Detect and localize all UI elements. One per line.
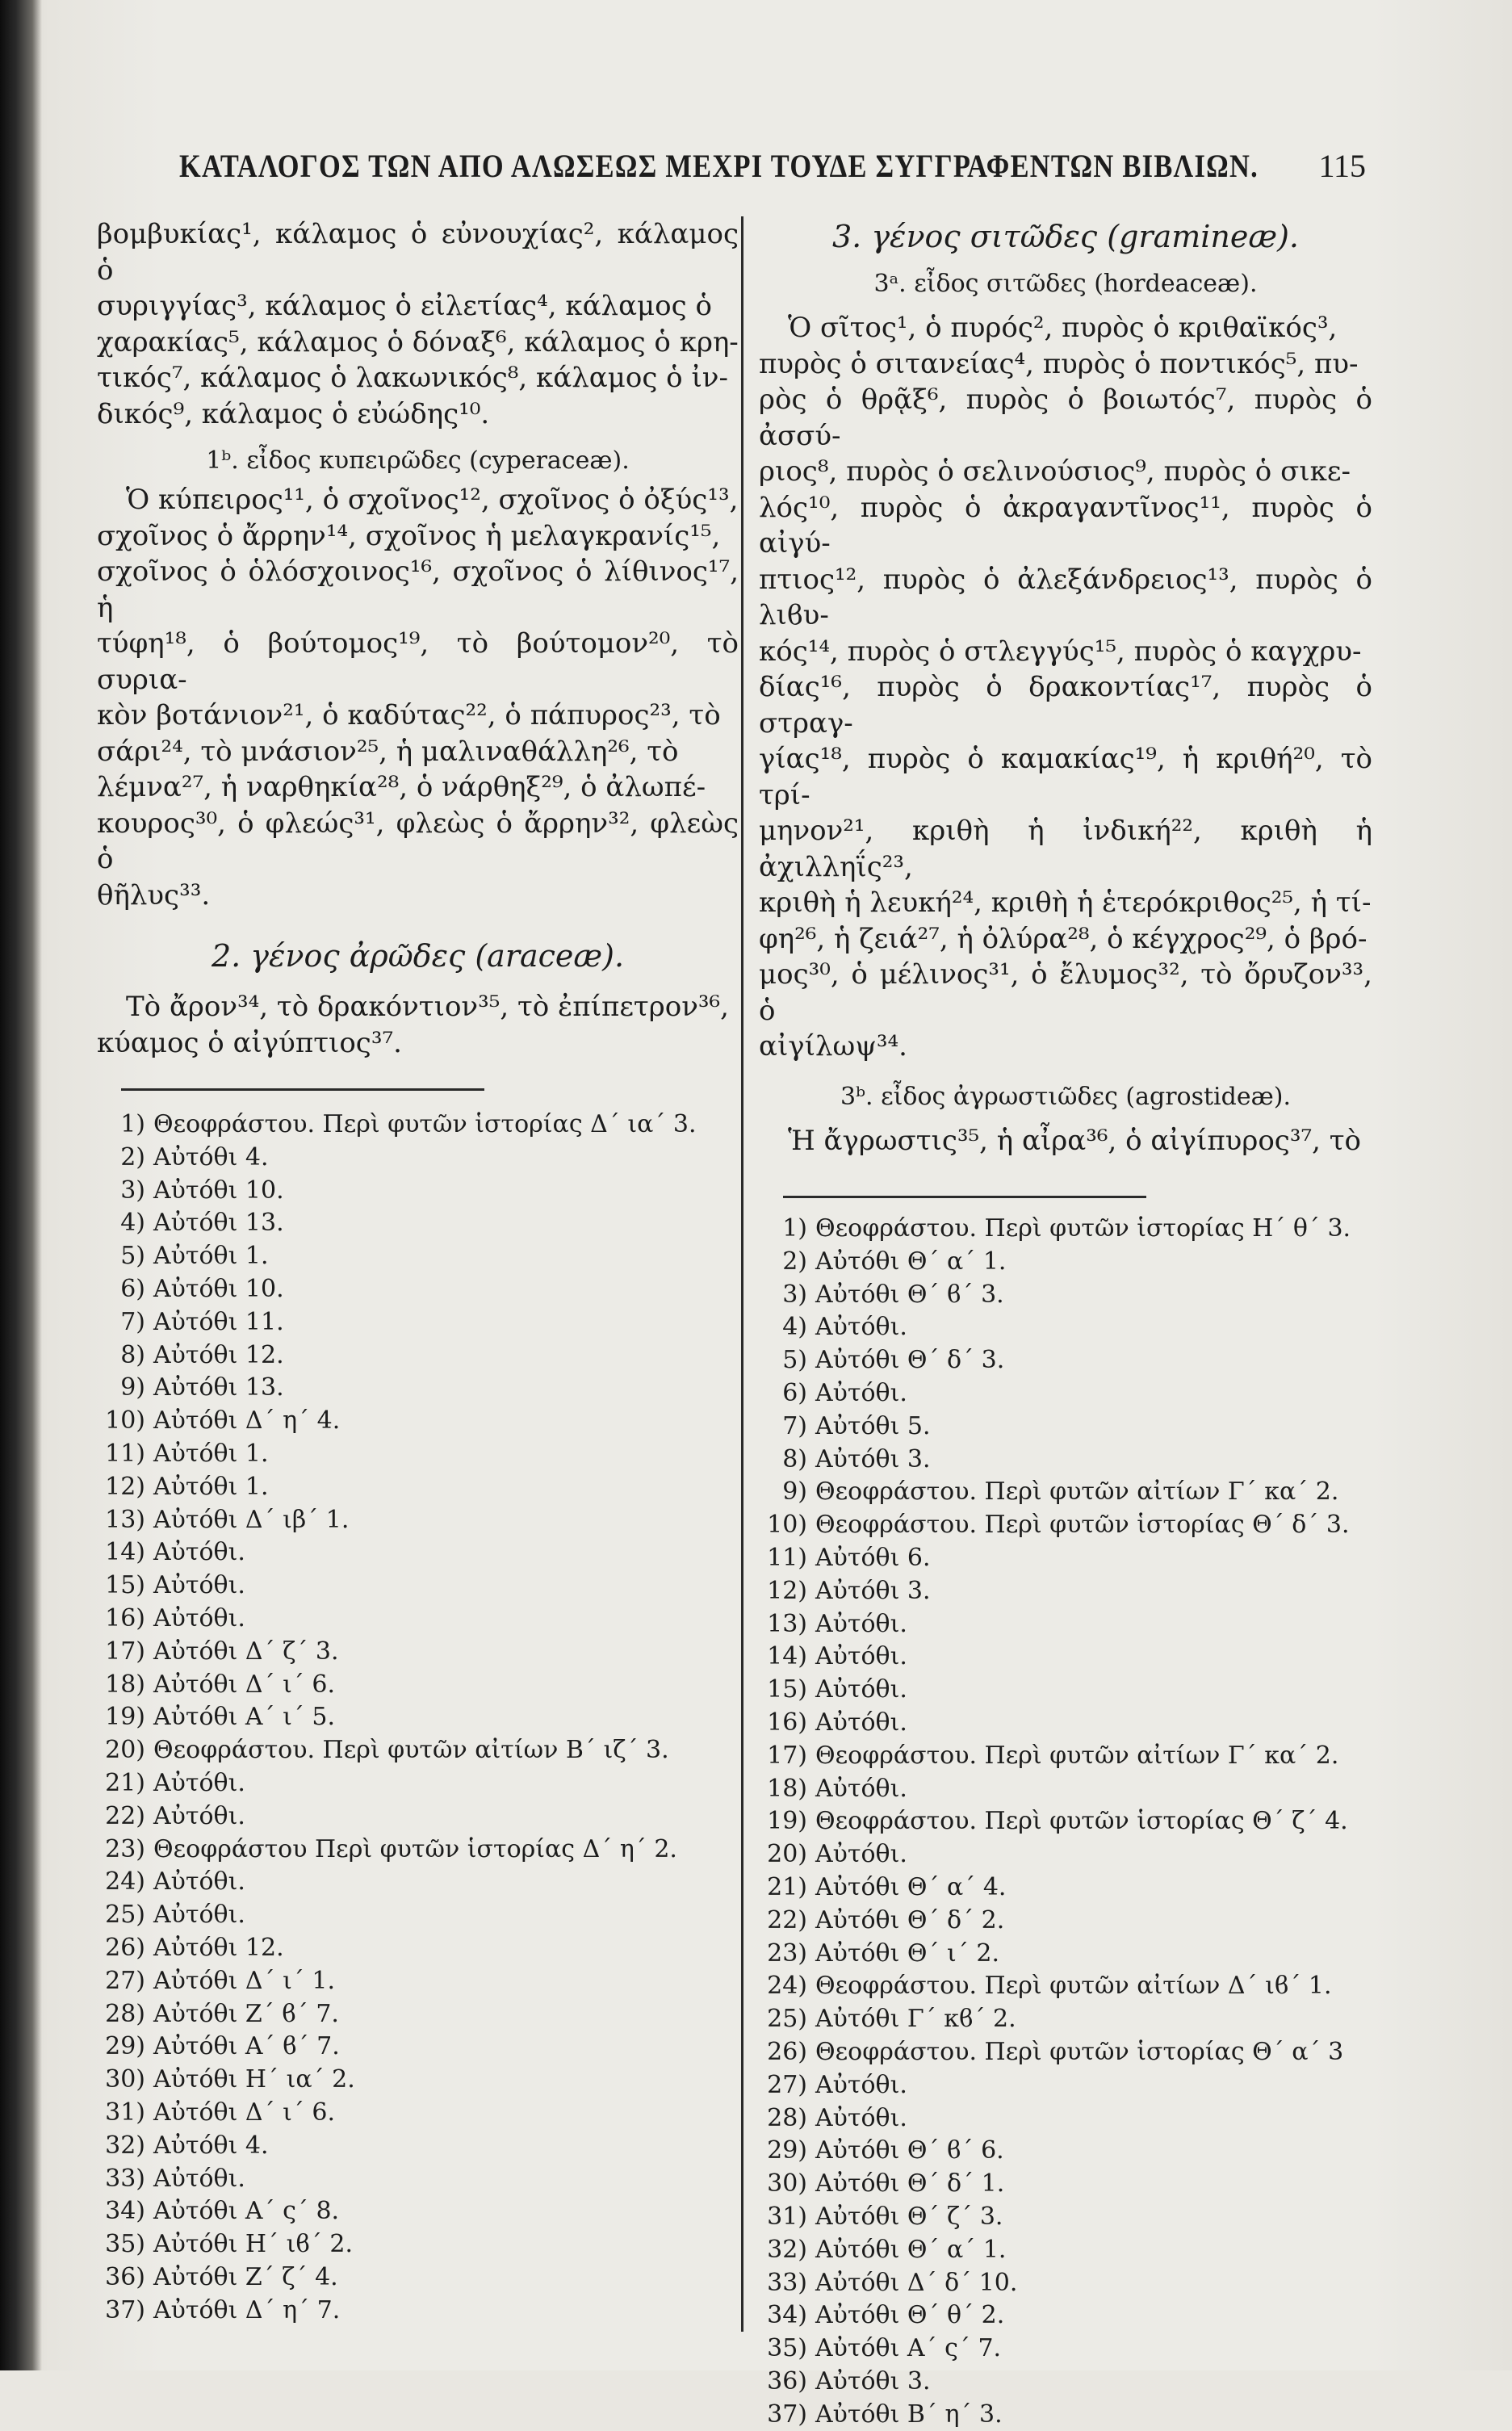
- footnote-text: Αὐτόθι Ζ΄ ζ΄ 4.: [153, 2262, 338, 2291]
- footnote-text: Αὐτόθι Θ΄ δ΄ 2.: [815, 1905, 1005, 1934]
- footnote: [759, 1938, 1372, 1971]
- footnote: [759, 1410, 1372, 1444]
- footnote-number: 2): [782, 1247, 807, 1276]
- footnote-text: Αὐτόθι Α΄ ς΄ 7.: [815, 2334, 1002, 2363]
- footnote: [97, 1273, 739, 1306]
- footnote-text: Αὐτόθι.: [815, 1774, 907, 1803]
- footnote-number: 4): [782, 1313, 807, 1342]
- footnote-number: 3): [120, 1176, 145, 1205]
- footnote-number: 7): [120, 1307, 145, 1336]
- footnote: [97, 1175, 739, 1208]
- footnote-number: 22): [767, 1905, 807, 1934]
- footnote-text: Αὐτόθι.: [815, 1609, 907, 1638]
- footnote-number: 23): [105, 1834, 145, 1863]
- footnote-number: 8): [782, 1444, 807, 1473]
- footnote-text: Αὐτόθι.: [815, 1708, 907, 1737]
- footnote-text: Αὐτόθι.: [153, 1768, 245, 1797]
- footnote-number: 35): [105, 2230, 145, 2259]
- footnote-text: Θεοφράστου. Περὶ φυτῶν ἱστορίας Θ΄ α΄ 3: [815, 2037, 1344, 2066]
- footnote-text: Αὐτόθι Θ΄ ι΄ 2.: [815, 1939, 999, 1968]
- footnote: [759, 1608, 1372, 1641]
- footnote: [759, 1509, 1372, 1542]
- footnote-number: 34): [105, 2197, 145, 2226]
- footnote-text: Αὐτόθι Θ΄ ϐ΄ 6.: [815, 2136, 1004, 2165]
- footnote: [97, 2163, 739, 2196]
- footnote-text: Αὐτόθι.: [815, 1642, 907, 1671]
- footnote-number: 24): [767, 1972, 807, 2001]
- footnote-number: 19): [105, 1703, 145, 1732]
- footnote: [759, 2102, 1372, 2136]
- right-paragraph-1: Ὁ σῖτος¹, ὁ πυρός², πυρὸς ὁ κριθαϊκός³, πυρὸς ὁ σιτανείας⁴, πυρὸς ὁ ποντικός⁵, πυ- ρὸς ὁ θρᾷξ⁶, πυρὸς ὁ βοιωτός⁷, πυρὸς ὁ ἀσσύ- ριος⁸, πυρὸς ὁ σελινούσιος⁹, πυρὸς ὁ σικε- λός¹⁰, πυρὸς ὁ ἀκραγαντῖνος¹¹, πυρὸς ὁ αἰγύ- πτιος¹², πυρὸς ὁ ἀλεξάνδρειος¹³, πυρὸς ὁ λιϐυ- κός¹⁴, πυρὸς ὁ στλεγγύς¹⁵, πυρὸς ὁ καγχρυ- δίας¹⁶, πυρὸς ὁ δρακοντίας¹⁷, πυρὸς ὁ στραγ- γίας¹⁸, πυρὸς ὁ καμακίας¹⁹, ἡ κριθή²⁰, τὸ τρί- μηνον²¹, κριθὴ ἡ ἰνδική²², κριθὴ ἡ ἀχιλληΐς²³, κριθὴ ἡ λευκή²⁴, κριθὴ ἡ ἑτερόκριθος²⁵, ἡ τί- φη²⁶, ἡ ζειά²⁷, ἡ ὀλύρα²⁸, ὁ κέγχρος²⁹, ὁ βρό- μος³⁰, ὁ μέλινος³¹, ὁ ἔλυμος³², τὸ ὄρυζον³³, ὁ αἰγίλωψ³⁴.: [759, 312, 1372, 1063]
- footnote-number: 6): [120, 1274, 145, 1303]
- footnote: [97, 1405, 739, 1438]
- footnote-number: 14): [105, 1538, 145, 1567]
- footnote-number: 1): [120, 1110, 145, 1138]
- footnote-text: Αὐτόθι Θ΄ ζ΄ 3.: [815, 2202, 1003, 2231]
- footnote: [97, 1240, 739, 1273]
- footnote: [97, 1339, 739, 1373]
- footnote: [759, 1871, 1372, 1905]
- footnote: [97, 1767, 739, 1800]
- footnote: [759, 2267, 1372, 2300]
- right-footnote-rule: [783, 1196, 1146, 1198]
- footnote-text: Αὐτόθι Δ΄ ι΄ 6.: [153, 1670, 336, 1699]
- footnote: [759, 1476, 1372, 1509]
- footnote-number: 2): [120, 1142, 145, 1171]
- footnote-number: 35): [767, 2334, 807, 2363]
- footnote-text: Θεοφράστου. Περὶ φυτῶν ἱστορίας Θ΄ ζ΄ 4.: [815, 1807, 1348, 1836]
- footnote-number: 31): [767, 2202, 807, 2231]
- left-paragraph-3: Τὸ ἄρον³⁴, τὸ δρακόντιον³⁵, τὸ ἐπίπετρον³⁶, κύαμος ὁ αἰγύπτιος³⁷.: [97, 991, 729, 1059]
- footnote: [97, 1570, 739, 1603]
- footnote: [97, 1536, 739, 1570]
- footnote-number: 15): [105, 1571, 145, 1600]
- footnote: [759, 1575, 1372, 1608]
- footnote: [97, 2261, 739, 2295]
- footnote: [759, 2036, 1372, 2069]
- footnote-number: 27): [767, 2070, 807, 2099]
- footnote-number: 9): [782, 1477, 807, 1507]
- footnote: [97, 1998, 739, 2031]
- footnote-text: Αὐτόθι 1.: [153, 1242, 269, 1271]
- footnote-number: 28): [105, 1999, 145, 2028]
- footnote-number: 7): [782, 1411, 807, 1440]
- footnote-text: Θεοφράστου. Περὶ φυτῶν ἱστορίας Δ΄ ια΄ 3.: [153, 1110, 697, 1138]
- footnote: [97, 1669, 739, 1702]
- page-number: 115: [1318, 148, 1366, 184]
- footnote-number: 16): [767, 1708, 807, 1737]
- footnote: [97, 1109, 739, 1142]
- footnote-text: Αὐτόθι.: [153, 1901, 245, 1930]
- footnote: [759, 2003, 1372, 2036]
- footnote: [759, 2234, 1372, 2267]
- footnote: [97, 1899, 739, 1932]
- footnote: [97, 1834, 739, 1867]
- footnote: [97, 1504, 739, 1537]
- footnote-number: 18): [767, 1774, 807, 1803]
- footnote-text: Αὐτόθι 1.: [153, 1439, 269, 1468]
- footnote-text: Αὐτόθι 12.: [153, 1933, 284, 1962]
- footnote-number: 17): [767, 1741, 807, 1770]
- column-divider: [741, 216, 743, 2332]
- footnote: [759, 1311, 1372, 1344]
- footnote-text: Αὐτόθι Δ΄ η΄ 7.: [153, 2295, 341, 2324]
- footnote: [97, 1800, 739, 1834]
- footnote-number: 10): [105, 1406, 145, 1436]
- footnote: [759, 1905, 1372, 1938]
- footnote-number: 4): [120, 1209, 145, 1238]
- footnote-number: 34): [767, 2301, 807, 2330]
- footnote-number: 31): [105, 2098, 145, 2127]
- footnote-number: 20): [767, 1840, 807, 1869]
- footnote-number: 1): [782, 1214, 807, 1243]
- footnote-number: 13): [767, 1609, 807, 1638]
- footnote-number: 9): [120, 1373, 145, 1402]
- footnote-text: Αὐτόθι 11.: [153, 1307, 284, 1336]
- footnote-number: 19): [767, 1807, 807, 1836]
- footnote-text: Θεοφράστου. Περὶ φυτῶν αἰτίων Γ΄ κα΄ 2.: [815, 1477, 1339, 1507]
- footnote: [759, 1641, 1372, 1674]
- left-genus-heading: 2. γένος ἀρῶδες (araceæ).: [211, 938, 625, 974]
- footnote-text: Αὐτόθι 3.: [815, 1444, 931, 1473]
- footnote-text: Αὐτόθι.: [153, 1867, 245, 1897]
- footnote-text: Αὐτόθι Δ΄ ι΄ 1.: [153, 1966, 336, 1995]
- footnote-number: 13): [105, 1505, 145, 1534]
- footnote-text: Θεοφράστου. Περὶ φυτῶν αἰτίων Γ΄ κα΄ 2.: [815, 1741, 1339, 1770]
- footnote-text: Αὐτόθι 13.: [153, 1373, 284, 1402]
- footnote-text: Αὐτόθι Θ΄ α΄ 1.: [815, 2235, 1007, 2264]
- footnote-number: 22): [105, 1801, 145, 1830]
- footnote-text: Αὐτόθι.: [815, 1313, 907, 1342]
- footnote-text: Αὐτόθι Β΄ η΄ 3.: [815, 2400, 1003, 2429]
- footnote-number: 33): [105, 2164, 145, 2193]
- footnote: [759, 1542, 1372, 1575]
- footnote-number: 30): [105, 2065, 145, 2094]
- footnote-text: Αὐτόθι Δ΄ η΄ 4.: [153, 1406, 341, 1436]
- footnote: [759, 1707, 1372, 1740]
- footnote-text: Θεοφράστου. Περὶ φυτῶν ἱστορίας Θ΄ δ΄ 3.: [815, 1511, 1350, 1540]
- book-spine-shadow: [0, 0, 42, 2370]
- footnote-text: Αὐτόθι 4.: [153, 1142, 269, 1171]
- footnote-text: Αὐτόθι Η΄ ια΄ 2.: [153, 2065, 355, 2094]
- footnote-number: 36): [767, 2366, 807, 2395]
- footnote-text: Θεοφράστου. Περὶ φυτῶν ἱστορίας Η΄ θ΄ 3.: [815, 1214, 1351, 1243]
- footnote-text: Αὐτόθι 13.: [153, 1209, 284, 1238]
- footnote-text: Αὐτόθι.: [815, 1840, 907, 1869]
- footnote-number: 6): [782, 1378, 807, 1407]
- footnote: [759, 2201, 1372, 2234]
- footnote-text: Αὐτόθι.: [815, 2070, 907, 2099]
- footnote-text: Αὐτόθι Α΄ ι΄ 5.: [153, 1703, 336, 1732]
- footnote-text: Αὐτόθι Γ΄ κϐ΄ 2.: [815, 2005, 1016, 2034]
- footnote: [759, 1213, 1372, 1246]
- footnote-text: Αὐτόθι 10.: [153, 1274, 284, 1303]
- footnote-number: 30): [767, 2169, 807, 2198]
- footnote-text: Αὐτόθι 4.: [153, 2131, 269, 2160]
- footnote: [97, 2195, 739, 2228]
- footnote: [759, 1740, 1372, 1773]
- footnote-text: Αὐτόθι Ζ΄ ϐ΄ 7.: [153, 1999, 339, 2028]
- footnote: [759, 1970, 1372, 2003]
- footnote-text: Αὐτόθι Θ΄ ϐ΄ 3.: [815, 1280, 1004, 1309]
- footnote-text: Αὐτόθι.: [153, 1801, 245, 1830]
- footnote-number: 3): [782, 1280, 807, 1309]
- footnote-number: 25): [105, 1901, 145, 1930]
- left-paragraph-1: βομβυκίας¹, κάλαμος ὁ εὐνουχίας², κάλαμος ὁ συριγγίας³, κάλαμος ὁ εἰλετίας⁴, κάλαμος ὁ χαρακίας⁵, κάλαμος ὁ δόναξ⁶, κάλαμος ὁ κρη- τικός⁷, κάλαμος ὁ λακωνικός⁸, κάλαμος ὁ ἰν- δικός⁹, κάλαμος ὁ εὐώδης¹⁰.: [97, 218, 739, 430]
- footnote-text: Αὐτόθι.: [153, 1571, 245, 1600]
- footnote-text: Αὐτόθι.: [815, 1378, 907, 1407]
- footnote-number: 18): [105, 1670, 145, 1699]
- footnote-text: Αὐτόθι Θ΄ δ΄ 1.: [815, 2169, 1005, 2198]
- left-species-heading: 1ᵇ. εἶδος κυπειρῶδες (cyperaceæ).: [206, 446, 630, 475]
- footnote-number: 26): [105, 1933, 145, 1962]
- left-footnotes: [97, 1109, 739, 2327]
- footnote: [759, 1773, 1372, 1806]
- footnote-text: Αὐτόθι Δ΄ ιβ΄ 1.: [153, 1505, 350, 1534]
- footnote: [759, 2168, 1372, 2201]
- footnote-text: Αὐτόθι Α΄ ς΄ 8.: [153, 2197, 340, 2226]
- footnote-text: Αὐτόθι.: [815, 1675, 907, 1704]
- footnote-number: 10): [767, 1511, 807, 1540]
- footnote: [97, 1207, 739, 1240]
- footnote: [759, 1674, 1372, 1707]
- footnote-text: Αὐτόθι.: [153, 1603, 245, 1633]
- footnote-number: 14): [767, 1642, 807, 1671]
- footnote: [97, 1603, 739, 1636]
- footnote-number: 21): [767, 1872, 807, 1901]
- right-genus-heading: 3. γένος σιτῶδες (gramineæ).: [832, 219, 1299, 254]
- footnote: [97, 1965, 739, 1998]
- footnote: [97, 1438, 739, 1471]
- right-footnotes: [759, 1213, 1372, 2431]
- footnote-text: Αὐτόθι Δ΄ ζ΄ 3.: [153, 1637, 339, 1666]
- footnote: [97, 1866, 739, 1899]
- footnote: [97, 2064, 739, 2097]
- footnote-number: 16): [105, 1603, 145, 1633]
- footnote: [97, 1142, 739, 1175]
- footnote-text: Θεοφράστου. Περὶ φυτῶν αἰτίων Δ΄ ιϐ΄ 1.: [815, 1972, 1332, 2001]
- right-species-heading-b: 3ᵇ. εἶδος ἀγρωστιῶδες (agrostideæ).: [840, 1082, 1292, 1111]
- footnote-text: Αὐτόθι 6.: [815, 1543, 931, 1572]
- footnote: [97, 2295, 739, 2328]
- footnote-number: 23): [767, 1939, 807, 1968]
- footnote-text: Αὐτόθι.: [815, 2103, 907, 2132]
- footnote-text: Αὐτόθι Η΄ ιϐ΄ 2.: [153, 2230, 354, 2259]
- left-paragraph-2: Ὁ κύπειρος¹¹, ὁ σχοῖνος¹², σχοῖνος ὁ ὀξύς¹³, σχοῖνος ὁ ἄρρην¹⁴, σχοῖνος ἡ μελαγκρανίς¹⁵, σχοῖνος ὁ ὁλόσχοινος¹⁶, σχοῖνος ὁ λίθινος¹⁷, ἡ τύφη¹⁸, ὁ βούτομος¹⁹, τὸ βούτομον²⁰, τὸ συρια- κὸν βοτάνιον²¹, ὁ καδύτας²², ὁ πάπυρος²³, τὸ σάρι²⁴, τὸ μνάσιον²⁵, ἡ μαλιναθάλλη²⁶, τὸ λέμνα²⁷, ἡ ναρθηκία²⁸, ὁ νάρθηξ²⁹, ὁ ἀλωπέ- κουρος³⁰, ὁ φλεώς³¹, φλεὼς ὁ ἄρρην³², φλεὼς ὁ θῆλυς³³.: [97, 484, 739, 912]
- footnote-number: 21): [105, 1768, 145, 1797]
- footnote: [759, 1377, 1372, 1410]
- left-footnote-rule: [121, 1088, 484, 1091]
- footnote-number: 28): [767, 2103, 807, 2132]
- footnote: [759, 2069, 1372, 2102]
- footnote-text: Αὐτόθι Θ΄ α΄ 4.: [815, 1872, 1007, 1901]
- footnote-text: Αὐτόθι Θ΄ α΄ 1.: [815, 1247, 1007, 1276]
- footnote: [759, 1444, 1372, 1477]
- footnote-text: Αὐτόθι Δ΄ δ΄ 10.: [815, 2268, 1018, 2297]
- running-header: [179, 147, 1366, 195]
- footnote: [759, 1246, 1372, 1279]
- footnote-text: Αὐτόθι 5.: [815, 1411, 931, 1440]
- footnote: [97, 1734, 739, 1767]
- footnote: [97, 2097, 739, 2130]
- right-column: [759, 216, 1372, 2431]
- footnote: [759, 1805, 1372, 1838]
- footnote-number: 32): [767, 2235, 807, 2264]
- footnote-text: Αὐτόθι 12.: [153, 1340, 284, 1369]
- footnote-text: Αὐτόθι 3.: [815, 1576, 931, 1605]
- footnote: [97, 1701, 739, 1734]
- footnote-text: Αὐτόθι 1.: [153, 1472, 269, 1501]
- footnote-number: 32): [105, 2131, 145, 2160]
- left-column: [97, 216, 739, 2327]
- footnote-number: 29): [105, 2032, 145, 2061]
- footnote-number: 15): [767, 1675, 807, 1704]
- footnote-number: 20): [105, 1736, 145, 1765]
- footnote-number: 27): [105, 1966, 145, 1995]
- footnote-number: 37): [767, 2400, 807, 2429]
- footnote-number: 37): [105, 2295, 145, 2324]
- footnote-number: 5): [120, 1242, 145, 1271]
- footnote-number: 36): [105, 2262, 145, 2291]
- footnote: [97, 1636, 739, 1669]
- footnote-number: 5): [782, 1346, 807, 1375]
- footnote-text: Αὐτόθι 10.: [153, 1176, 284, 1205]
- footnote-text: Αὐτόθι Δ΄ ι΄ 6.: [153, 2098, 336, 2127]
- footnote-text: Αὐτόθι Θ΄ θ΄ 2.: [815, 2301, 1005, 2330]
- footnote-text: Θεοφράστου. Περὶ φυτῶν αἰτίων Β΄ ιζ΄ 3.: [153, 1736, 669, 1765]
- footnote-text: Αὐτόθι.: [153, 2164, 245, 2193]
- footnote-text: Θεοφράστου Περὶ φυτῶν ἱστορίας Δ΄ η΄ 2.: [153, 1834, 677, 1863]
- right-species-heading-a: 3ᵃ. εἶδος σιτῶδες (hordeaceæ).: [873, 270, 1258, 298]
- footnote-number: 17): [105, 1637, 145, 1666]
- footnote: [759, 2299, 1372, 2333]
- footnote: [97, 1932, 739, 1965]
- footnote-number: 11): [767, 1543, 807, 1572]
- footnote-number: 25): [767, 2005, 807, 2034]
- footnote-number: 12): [105, 1472, 145, 1501]
- footnote-number: 29): [767, 2136, 807, 2165]
- footnote-number: 12): [767, 1576, 807, 1605]
- footnote-number: 26): [767, 2037, 807, 2066]
- footnote: [97, 1471, 739, 1504]
- footnote: [97, 2031, 739, 2064]
- footnote-number: 8): [120, 1340, 145, 1369]
- footnote: [759, 2399, 1372, 2431]
- footnote-number: 24): [105, 1867, 145, 1897]
- footnote: [97, 1306, 739, 1339]
- footnote: [97, 2130, 739, 2163]
- footnote-number: 33): [767, 2268, 807, 2297]
- footnote-text: Αὐτόθι Α΄ ϐ΄ 7.: [153, 2032, 340, 2061]
- footnote: [759, 2333, 1372, 2366]
- footnote: [759, 1279, 1372, 1312]
- footnote: [759, 1838, 1372, 1871]
- footnote: [759, 1344, 1372, 1377]
- footnote-text: Αὐτόθι.: [153, 1538, 245, 1567]
- footnote-text: Αὐτόθι 3.: [815, 2366, 931, 2395]
- footnote-number: 11): [105, 1439, 145, 1468]
- footnote: [759, 2135, 1372, 2168]
- footnote-text: Αὐτόθι Θ΄ δ΄ 3.: [815, 1346, 1005, 1375]
- footnote: [97, 2228, 739, 2261]
- footnote: [759, 2366, 1372, 2399]
- right-paragraph-2: Ἡ ἄγρωστις³⁵, ἡ αἶρα³⁶, ὁ αἰγίπυρος³⁷, τὸ: [788, 1124, 1361, 1157]
- footnote: [97, 1372, 739, 1405]
- running-header-title: ΚΑΤΑΛΟΓΟΣ ΤΩΝ ΑΠΟ ΑΛΩΣΕΩΣ ΜΕΧΡΙ ΤΟΥΔΕ ΣΥΓΓΡΑΦΕΝΤΩΝ ΒΙΒΛΙΩΝ.: [179, 148, 1259, 184]
